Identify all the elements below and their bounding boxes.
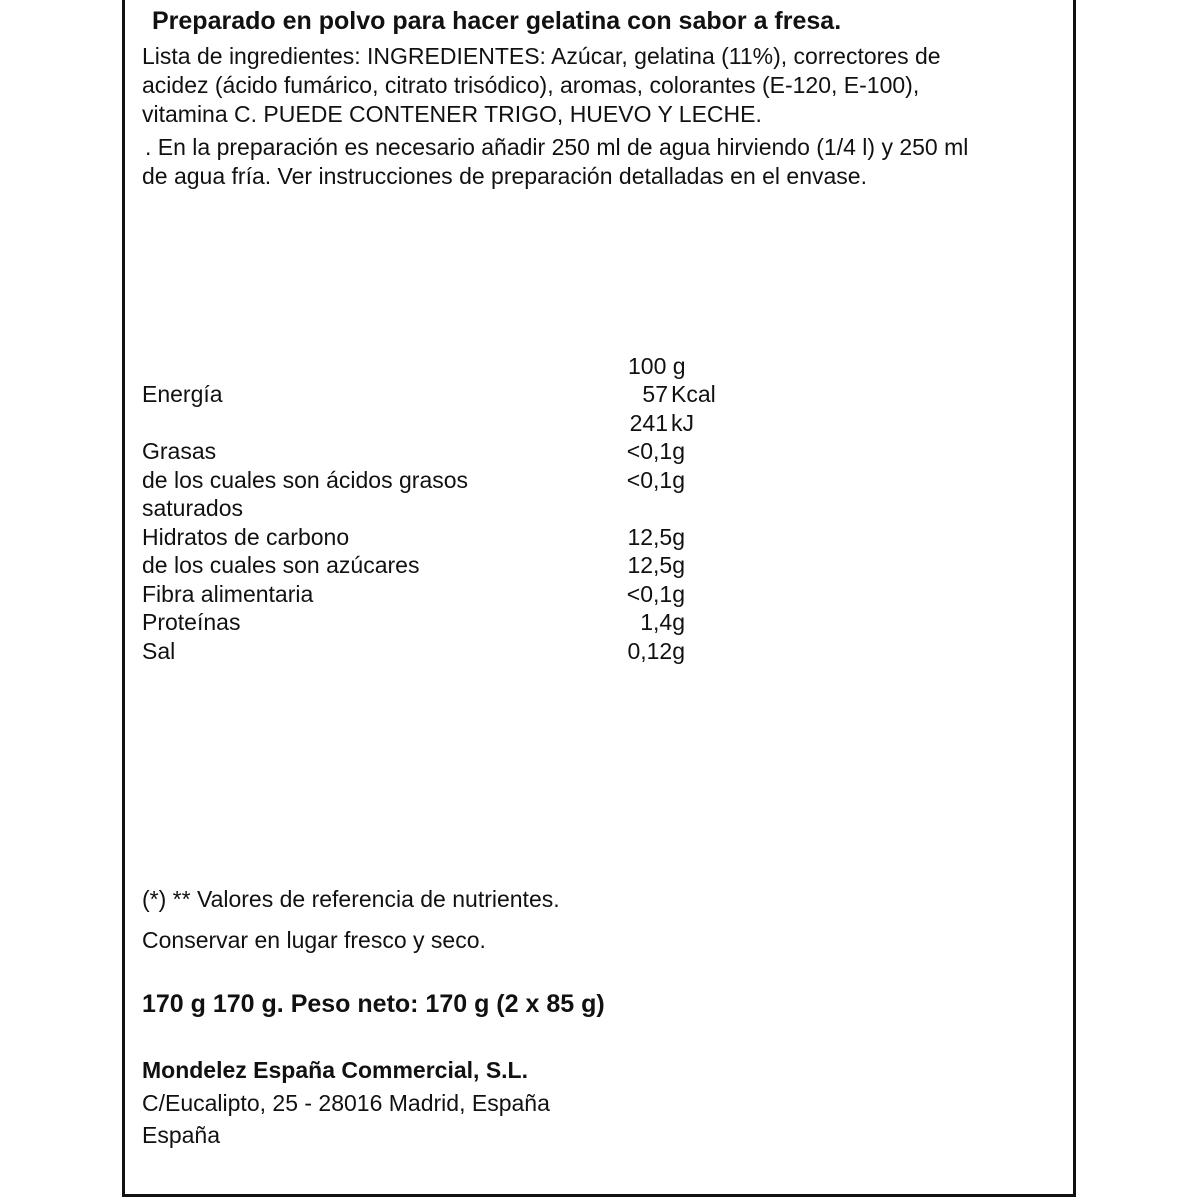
nutrient-value: <0,1g	[626, 467, 685, 493]
nutrient-value: 12,5g	[627, 524, 685, 550]
nutrient-value: 12,5g	[627, 552, 685, 578]
nutrient-label: Fibra alimentaria	[142, 581, 314, 607]
nutrient-label-continuation: saturados	[142, 495, 244, 521]
nutrient-value: <0,1g	[626, 581, 685, 607]
energy-kj-unit: kJ	[671, 410, 694, 436]
ingredients-line-3: vitamina C. PUEDE CONTENER TRIGO, HUEVO Y LECHE.	[142, 101, 762, 127]
preparation-line-1: . En la preparación es necesario añadir 250 ml de agua hirviendo (1/4 l) y 250 ml	[145, 134, 969, 160]
energy-kj-value: 241	[629, 410, 668, 436]
storage-instructions: Conservar en lugar fresco y seco.	[142, 927, 486, 953]
nutrition-header: 100 g	[628, 353, 686, 379]
net-weight: 170 g 170 g. Peso neto: 170 g (2 x 85 g)	[142, 990, 605, 1018]
ingredients-line-2: acidez (ácido fumárico, citrato trisódico), aromas, colorantes (E-120, E-100),	[142, 72, 920, 98]
energy-label: Energía	[142, 381, 223, 407]
energy-kcal-value: 57	[642, 381, 668, 407]
nutrient-label: de los cuales son azúcares	[142, 552, 420, 578]
nutrient-value: 1,4g	[640, 609, 685, 635]
nutrient-value: <0,1g	[626, 438, 685, 464]
energy-kcal-unit: Kcal	[671, 381, 716, 407]
nutrient-label: Proteínas	[142, 609, 241, 635]
preparation-line-2: de agua fría. Ver instrucciones de preparación detalladas en el envase.	[142, 163, 867, 189]
nutrient-label: de los cuales son ácidos grasos	[142, 467, 469, 493]
company-country: España	[142, 1122, 221, 1148]
footnote: (*) ** Valores de referencia de nutrientes.	[142, 886, 560, 912]
nutrient-label: Grasas	[142, 438, 217, 464]
nutrient-value: 0,12g	[627, 638, 685, 664]
product-title: Preparado en polvo para hacer gelatina con sabor a fresa.	[152, 7, 842, 35]
nutrient-label: Hidratos de carbono	[142, 524, 350, 550]
ingredients-line-1: Lista de ingredientes: INGREDIENTES: Azúcar, gelatina (11%), correctores de	[142, 43, 941, 69]
company-name: Mondelez España Commercial, S.L.	[142, 1057, 528, 1083]
nutrient-label: Sal	[142, 638, 176, 664]
company-address: C/Eucalipto, 25 - 28016 Madrid, España	[142, 1090, 550, 1116]
